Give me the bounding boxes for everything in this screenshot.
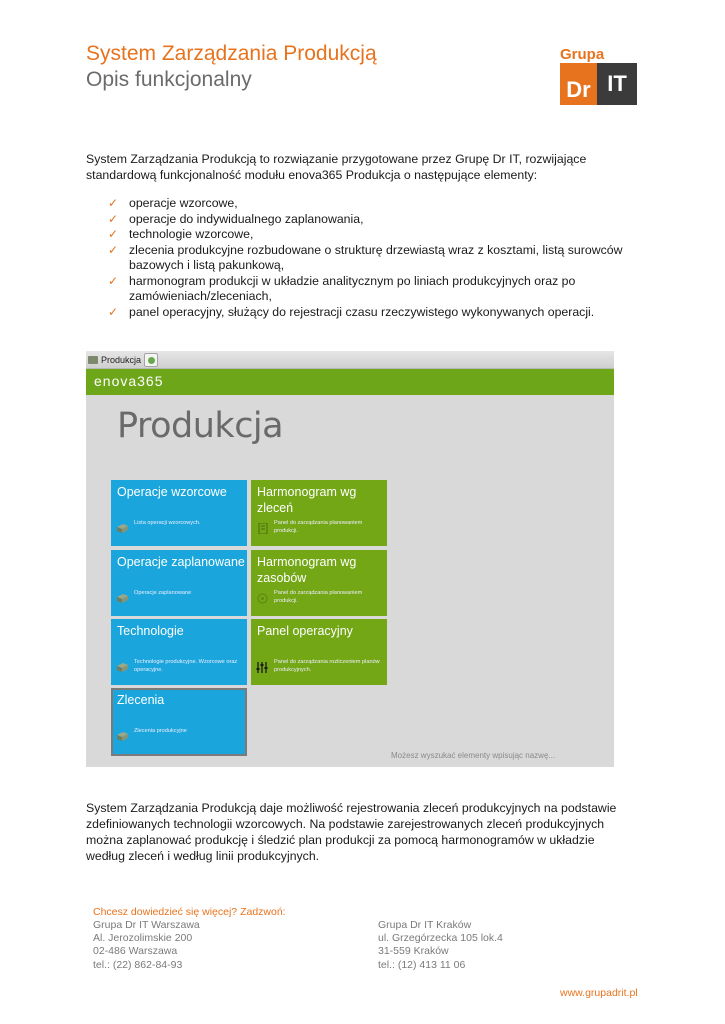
gear-icon — [256, 593, 269, 604]
list-item — [108, 212, 628, 228]
tab-produkcja[interactable] — [88, 352, 141, 368]
document-title: System Zarządzania Produkcją — [86, 42, 377, 65]
box-icon — [116, 731, 129, 742]
tile-zlecenia[interactable] — [111, 688, 247, 756]
feature-text: operacje wzorcowe, — [129, 196, 238, 210]
app-header-bar — [86, 369, 614, 395]
checkmark-icon: ✓ — [108, 211, 119, 226]
enova-logo: enova365 — [94, 373, 164, 389]
tile-title: Harmonogram wg zleceń — [257, 485, 357, 515]
list-item — [108, 305, 628, 321]
new-tab-button[interactable] — [144, 353, 158, 367]
contact-krakow — [378, 919, 503, 972]
office-street: ul. Grzegórzecka 105 lok.4 — [378, 932, 503, 945]
website-link[interactable]: www.grupadrit.pl — [560, 987, 638, 999]
document-subtitle: Opis funkcjonalny — [86, 68, 252, 91]
list-item — [108, 274, 628, 305]
tile-title: Panel operacyjny — [257, 624, 353, 638]
tile-description: Panel do zarządzania planowaniem produkcji. — [274, 590, 363, 604]
tile-operacje-wzorcowe[interactable] — [111, 480, 247, 546]
feature-list — [108, 196, 628, 320]
feature-text: technologie wzorcowe, — [129, 227, 254, 241]
office-phone: tel.: (12) 413 11 06 — [378, 958, 466, 971]
tile-operacje-zaplanowane[interactable] — [111, 550, 247, 616]
tile-harmonogram-zasobow[interactable] — [251, 550, 387, 616]
contact-question: Chcesz dowiedzieć się więcej? Zadzwoń: — [93, 906, 286, 918]
tile-description: Panel do zarządzania rozliczeniem planów produkcyjnych. — [274, 659, 380, 673]
tile-title: Zlecenia — [117, 693, 165, 707]
checkmark-icon: ✓ — [108, 304, 119, 319]
box-icon — [116, 523, 129, 534]
feature-text: zlecenia produkcyjne rozbudowane o strukturę drzewiastą wraz z kosztami, listą surowców bazowych i listą pakunkową, — [129, 242, 623, 272]
checkmark-icon: ✓ — [108, 227, 119, 241]
tile-technologie[interactable] — [111, 619, 247, 685]
tile-panel-operacyjny[interactable] — [251, 619, 387, 685]
checkmark-icon: ✓ — [108, 196, 119, 210]
module-icon — [88, 356, 98, 364]
intro-paragraph: System Zarządzania Produkcją to rozwiązanie przygotowane przez Grupę Dr IT, rozwijające standardową funkcjonalność modułu enova365 Produkcja o następujące elementy: — [86, 152, 587, 182]
list-item — [108, 227, 628, 243]
tile-description: Lista operacji wzorcowych. — [134, 520, 201, 526]
tile-description: Panel do zarządzania planowaniem produkcji. — [274, 520, 363, 534]
box-icon — [116, 593, 129, 604]
feature-text: operacje do indywidualnego zaplanowania, — [129, 211, 364, 226]
tile-title: Operacje zaplanowane — [117, 555, 245, 569]
office-street: Al. Jerozolimskie 200 — [93, 932, 193, 945]
office-name: Grupa Dr IT Kraków — [378, 919, 472, 931]
feature-text: harmonogram produkcji w układzie analitycznym po liniach produkcyjnych oraz po zamówieniach/zleceniach, — [129, 273, 576, 303]
box-icon — [116, 662, 129, 673]
list-item — [108, 196, 628, 212]
contact-warszawa — [93, 919, 200, 972]
office-phone: tel.: (22) 862-84-93 — [93, 958, 183, 971]
tab-label: Produkcja — [101, 355, 142, 365]
logo-grupa-text: Grupa — [560, 46, 605, 63]
checkmark-icon: ✓ — [108, 242, 119, 257]
sliders-icon — [256, 662, 269, 673]
tile-description: Technologie produkcyjne. Wzorcowe oraz operacyjne. — [134, 659, 238, 673]
search-hint: Możesz wyszukać elementy wpisując nazwę... — [391, 751, 556, 760]
list-item — [108, 243, 628, 274]
document-icon — [256, 523, 269, 534]
summary-paragraph: System Zarządzania Produkcją daje możliwość rejestrowania zleceń produkcyjnych na podstawie zdefiniowanych technologii wzorcowych. Na podstawie zarejestrowanych zleceń produkcyjnych można zaplanować produkcję i śledzić plan produkcji za pomocą harmonogramów w układzie według zleceń i według linii produkcyjnych. — [86, 801, 617, 863]
office-city: 31-559 Kraków — [378, 945, 449, 958]
tile-harmonogram-zlecen[interactable] — [251, 480, 387, 546]
checkmark-icon: ✓ — [108, 273, 119, 288]
office-name: Grupa Dr IT Warszawa — [93, 919, 200, 931]
app-screenshot — [86, 351, 614, 767]
tile-description: Operacje zaplanowane — [134, 590, 192, 596]
logo-it-text: IT — [597, 63, 637, 105]
tile-title: Technologie — [117, 624, 184, 638]
add-tab-icon — [148, 357, 155, 364]
tile-title: Operacje wzorcowe — [117, 485, 227, 499]
module-title: Produkcja — [117, 406, 284, 446]
logo-dr-text: Dr — [560, 63, 597, 105]
tab-bar — [86, 351, 614, 369]
tile-description: Zlecenia produkcyjne — [134, 728, 187, 734]
company-logo — [560, 44, 640, 108]
tile-title: Harmonogram wg zasobów — [257, 555, 357, 585]
office-city: 02-486 Warszawa — [93, 945, 178, 958]
feature-text: panel operacyjny, służący do rejestracji czasu rzeczywistego wykonywanych operacji. — [129, 304, 595, 319]
